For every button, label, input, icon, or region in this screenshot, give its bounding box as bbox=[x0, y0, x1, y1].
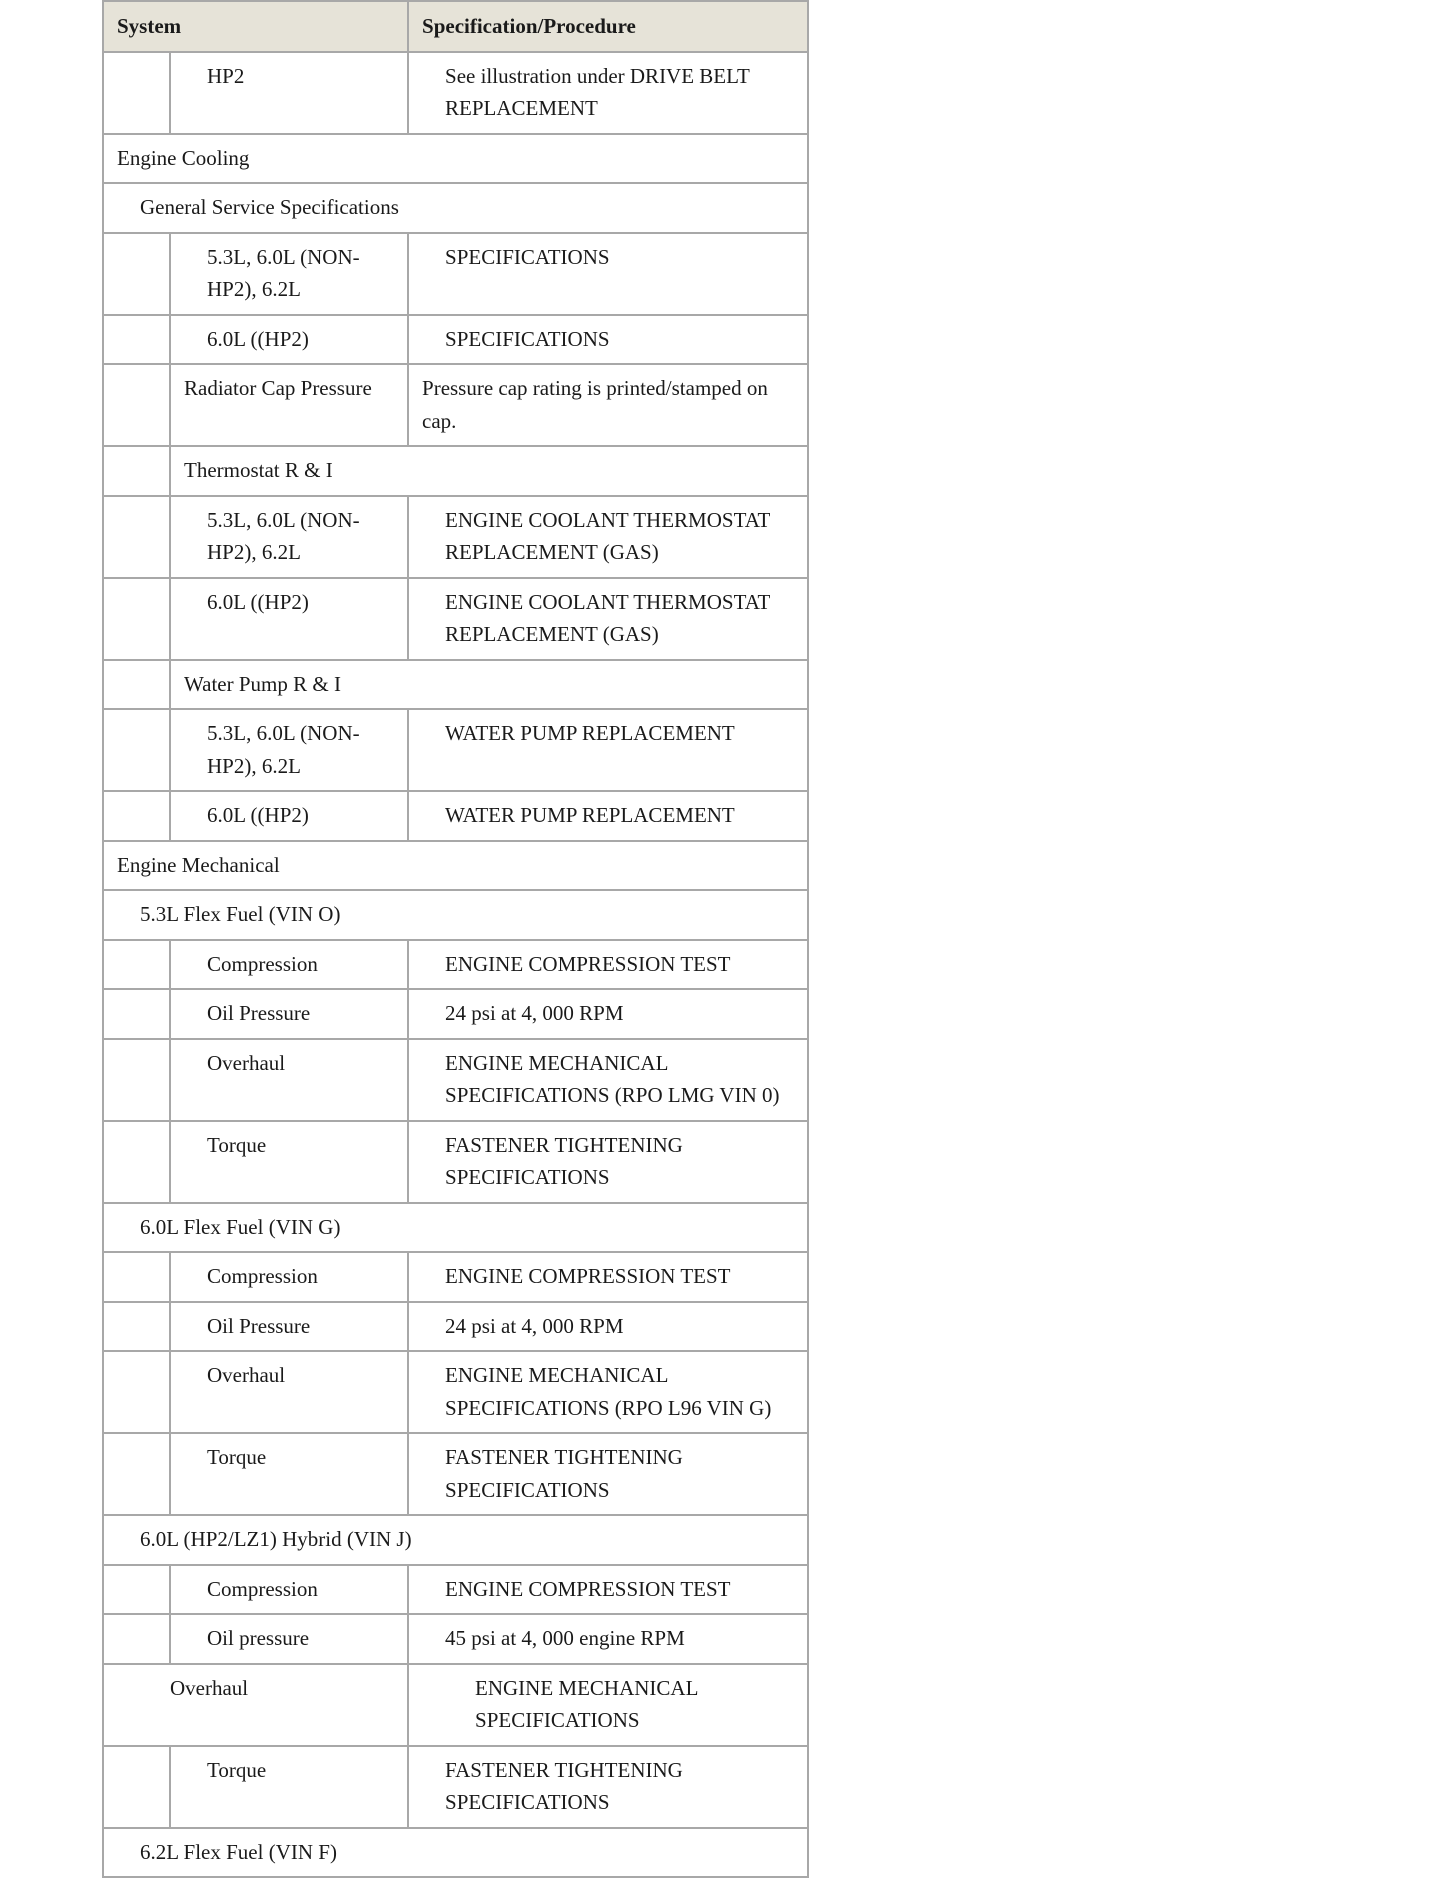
row-spec: FASTENER TIGHTENING SPECIFICATIONS bbox=[408, 1433, 808, 1515]
group-thermostat: Thermostat R & I bbox=[170, 446, 808, 496]
table-row bbox=[103, 1614, 808, 1664]
row-label: Compression bbox=[170, 1565, 408, 1615]
row-label: Torque bbox=[170, 1121, 408, 1203]
row-spec: 45 psi at 4, 000 engine RPM bbox=[408, 1614, 808, 1664]
table-row bbox=[103, 791, 808, 841]
group-row bbox=[103, 660, 808, 710]
table-row bbox=[103, 1433, 808, 1515]
subsection-hybrid: 6.0L (HP2/LZ1) Hybrid (VIN J) bbox=[103, 1515, 808, 1565]
row-label: Oil Pressure bbox=[170, 989, 408, 1039]
section-engine-cooling: Engine Cooling bbox=[103, 134, 808, 184]
row-spec: 24 psi at 4, 000 RPM bbox=[408, 1302, 808, 1352]
specification-table bbox=[102, 0, 809, 1878]
header-system: System bbox=[103, 1, 408, 52]
subsection-flex-60: 6.0L Flex Fuel (VIN G) bbox=[103, 1203, 808, 1253]
table-row bbox=[103, 1351, 808, 1433]
row-spec: SPECIFICATIONS bbox=[408, 233, 808, 315]
table-row bbox=[103, 1039, 808, 1121]
table-row bbox=[103, 1252, 808, 1302]
indent-cell bbox=[103, 791, 170, 841]
section-row bbox=[103, 134, 808, 184]
row-spec: ENGINE COOLANT THERMOSTAT REPLACEMENT (GAS) bbox=[408, 496, 808, 578]
subsection-flex-53: 5.3L Flex Fuel (VIN O) bbox=[103, 890, 808, 940]
indent-cell bbox=[103, 989, 170, 1039]
table-row bbox=[103, 1565, 808, 1615]
row-spec: ENGINE COMPRESSION TEST bbox=[408, 940, 808, 990]
row-label: Overhaul bbox=[170, 1351, 408, 1433]
indent-cell bbox=[103, 496, 170, 578]
indent-cell bbox=[103, 1433, 170, 1515]
row-spec: See illustration under DRIVE BELT REPLACEMENT bbox=[408, 52, 808, 134]
row-label: Torque bbox=[170, 1433, 408, 1515]
table-row bbox=[103, 1302, 808, 1352]
subsection-row bbox=[103, 1203, 808, 1253]
table-row bbox=[103, 709, 808, 791]
row-spec: WATER PUMP REPLACEMENT bbox=[408, 791, 808, 841]
row-label: Oil pressure bbox=[170, 1614, 408, 1664]
row-label: Compression bbox=[170, 1252, 408, 1302]
subsection-row bbox=[103, 1515, 808, 1565]
indent-cell bbox=[103, 446, 170, 496]
row-label: 6.0L ((HP2) bbox=[170, 791, 408, 841]
indent-cell bbox=[103, 1252, 170, 1302]
header-spec: Specification/Procedure bbox=[408, 1, 808, 52]
row-spec: 24 psi at 4, 000 RPM bbox=[408, 989, 808, 1039]
row-label: Overhaul bbox=[170, 1039, 408, 1121]
indent-cell bbox=[103, 709, 170, 791]
indent-cell bbox=[103, 233, 170, 315]
table-row bbox=[103, 1664, 808, 1746]
row-spec: Pressure cap rating is printed/stamped on cap. bbox=[408, 364, 808, 446]
table-row bbox=[103, 496, 808, 578]
row-spec: ENGINE COOLANT THERMOSTAT REPLACEMENT (GAS) bbox=[408, 578, 808, 660]
indent-cell bbox=[103, 940, 170, 990]
subsection-flex-62: 6.2L Flex Fuel (VIN F) bbox=[103, 1828, 808, 1878]
row-spec: FASTENER TIGHTENING SPECIFICATIONS bbox=[408, 1746, 808, 1828]
row-spec: ENGINE MECHANICAL SPECIFICATIONS bbox=[408, 1664, 808, 1746]
group-water-pump: Water Pump R & I bbox=[170, 660, 808, 710]
row-label: HP2 bbox=[170, 52, 408, 134]
indent-cell bbox=[103, 52, 170, 134]
indent-cell bbox=[103, 1121, 170, 1203]
indent-cell bbox=[103, 364, 170, 446]
row-label: Oil Pressure bbox=[170, 1302, 408, 1352]
row-label: 6.0L ((HP2) bbox=[170, 578, 408, 660]
table-row bbox=[103, 578, 808, 660]
section-row bbox=[103, 841, 808, 891]
row-label: Overhaul bbox=[103, 1664, 408, 1746]
indent-cell bbox=[103, 1614, 170, 1664]
row-label: 5.3L, 6.0L (NON-HP2), 6.2L bbox=[170, 233, 408, 315]
indent-cell bbox=[103, 1351, 170, 1433]
row-label: 6.0L ((HP2) bbox=[170, 315, 408, 365]
row-spec: WATER PUMP REPLACEMENT bbox=[408, 709, 808, 791]
subsection-row bbox=[103, 890, 808, 940]
subsection-row bbox=[103, 183, 808, 233]
table-row bbox=[103, 233, 808, 315]
row-spec: SPECIFICATIONS bbox=[408, 315, 808, 365]
table-row bbox=[103, 940, 808, 990]
row-spec: ENGINE MECHANICAL SPECIFICATIONS (RPO L96 VIN G) bbox=[408, 1351, 808, 1433]
row-spec: FASTENER TIGHTENING SPECIFICATIONS bbox=[408, 1121, 808, 1203]
table-header-row bbox=[103, 1, 808, 52]
table-row bbox=[103, 1746, 808, 1828]
indent-cell bbox=[103, 1746, 170, 1828]
row-label: 5.3L, 6.0L (NON-HP2), 6.2L bbox=[170, 709, 408, 791]
table-row bbox=[103, 989, 808, 1039]
indent-cell bbox=[103, 578, 170, 660]
row-label: Torque bbox=[170, 1746, 408, 1828]
row-spec: ENGINE COMPRESSION TEST bbox=[408, 1565, 808, 1615]
indent-cell bbox=[103, 1565, 170, 1615]
table-row bbox=[103, 315, 808, 365]
subsection-general-service: General Service Specifications bbox=[103, 183, 808, 233]
table-row bbox=[103, 1121, 808, 1203]
indent-cell bbox=[103, 315, 170, 365]
indent-cell bbox=[103, 1039, 170, 1121]
section-engine-mechanical: Engine Mechanical bbox=[103, 841, 808, 891]
table-row bbox=[103, 364, 808, 446]
row-spec: ENGINE COMPRESSION TEST bbox=[408, 1252, 808, 1302]
row-label: 5.3L, 6.0L (NON-HP2), 6.2L bbox=[170, 496, 408, 578]
indent-cell bbox=[103, 1302, 170, 1352]
table-row bbox=[103, 52, 808, 134]
row-label: Radiator Cap Pressure bbox=[170, 364, 408, 446]
indent-cell bbox=[103, 660, 170, 710]
group-row bbox=[103, 446, 808, 496]
row-label: Compression bbox=[170, 940, 408, 990]
row-spec: ENGINE MECHANICAL SPECIFICATIONS (RPO LMG VIN 0) bbox=[408, 1039, 808, 1121]
